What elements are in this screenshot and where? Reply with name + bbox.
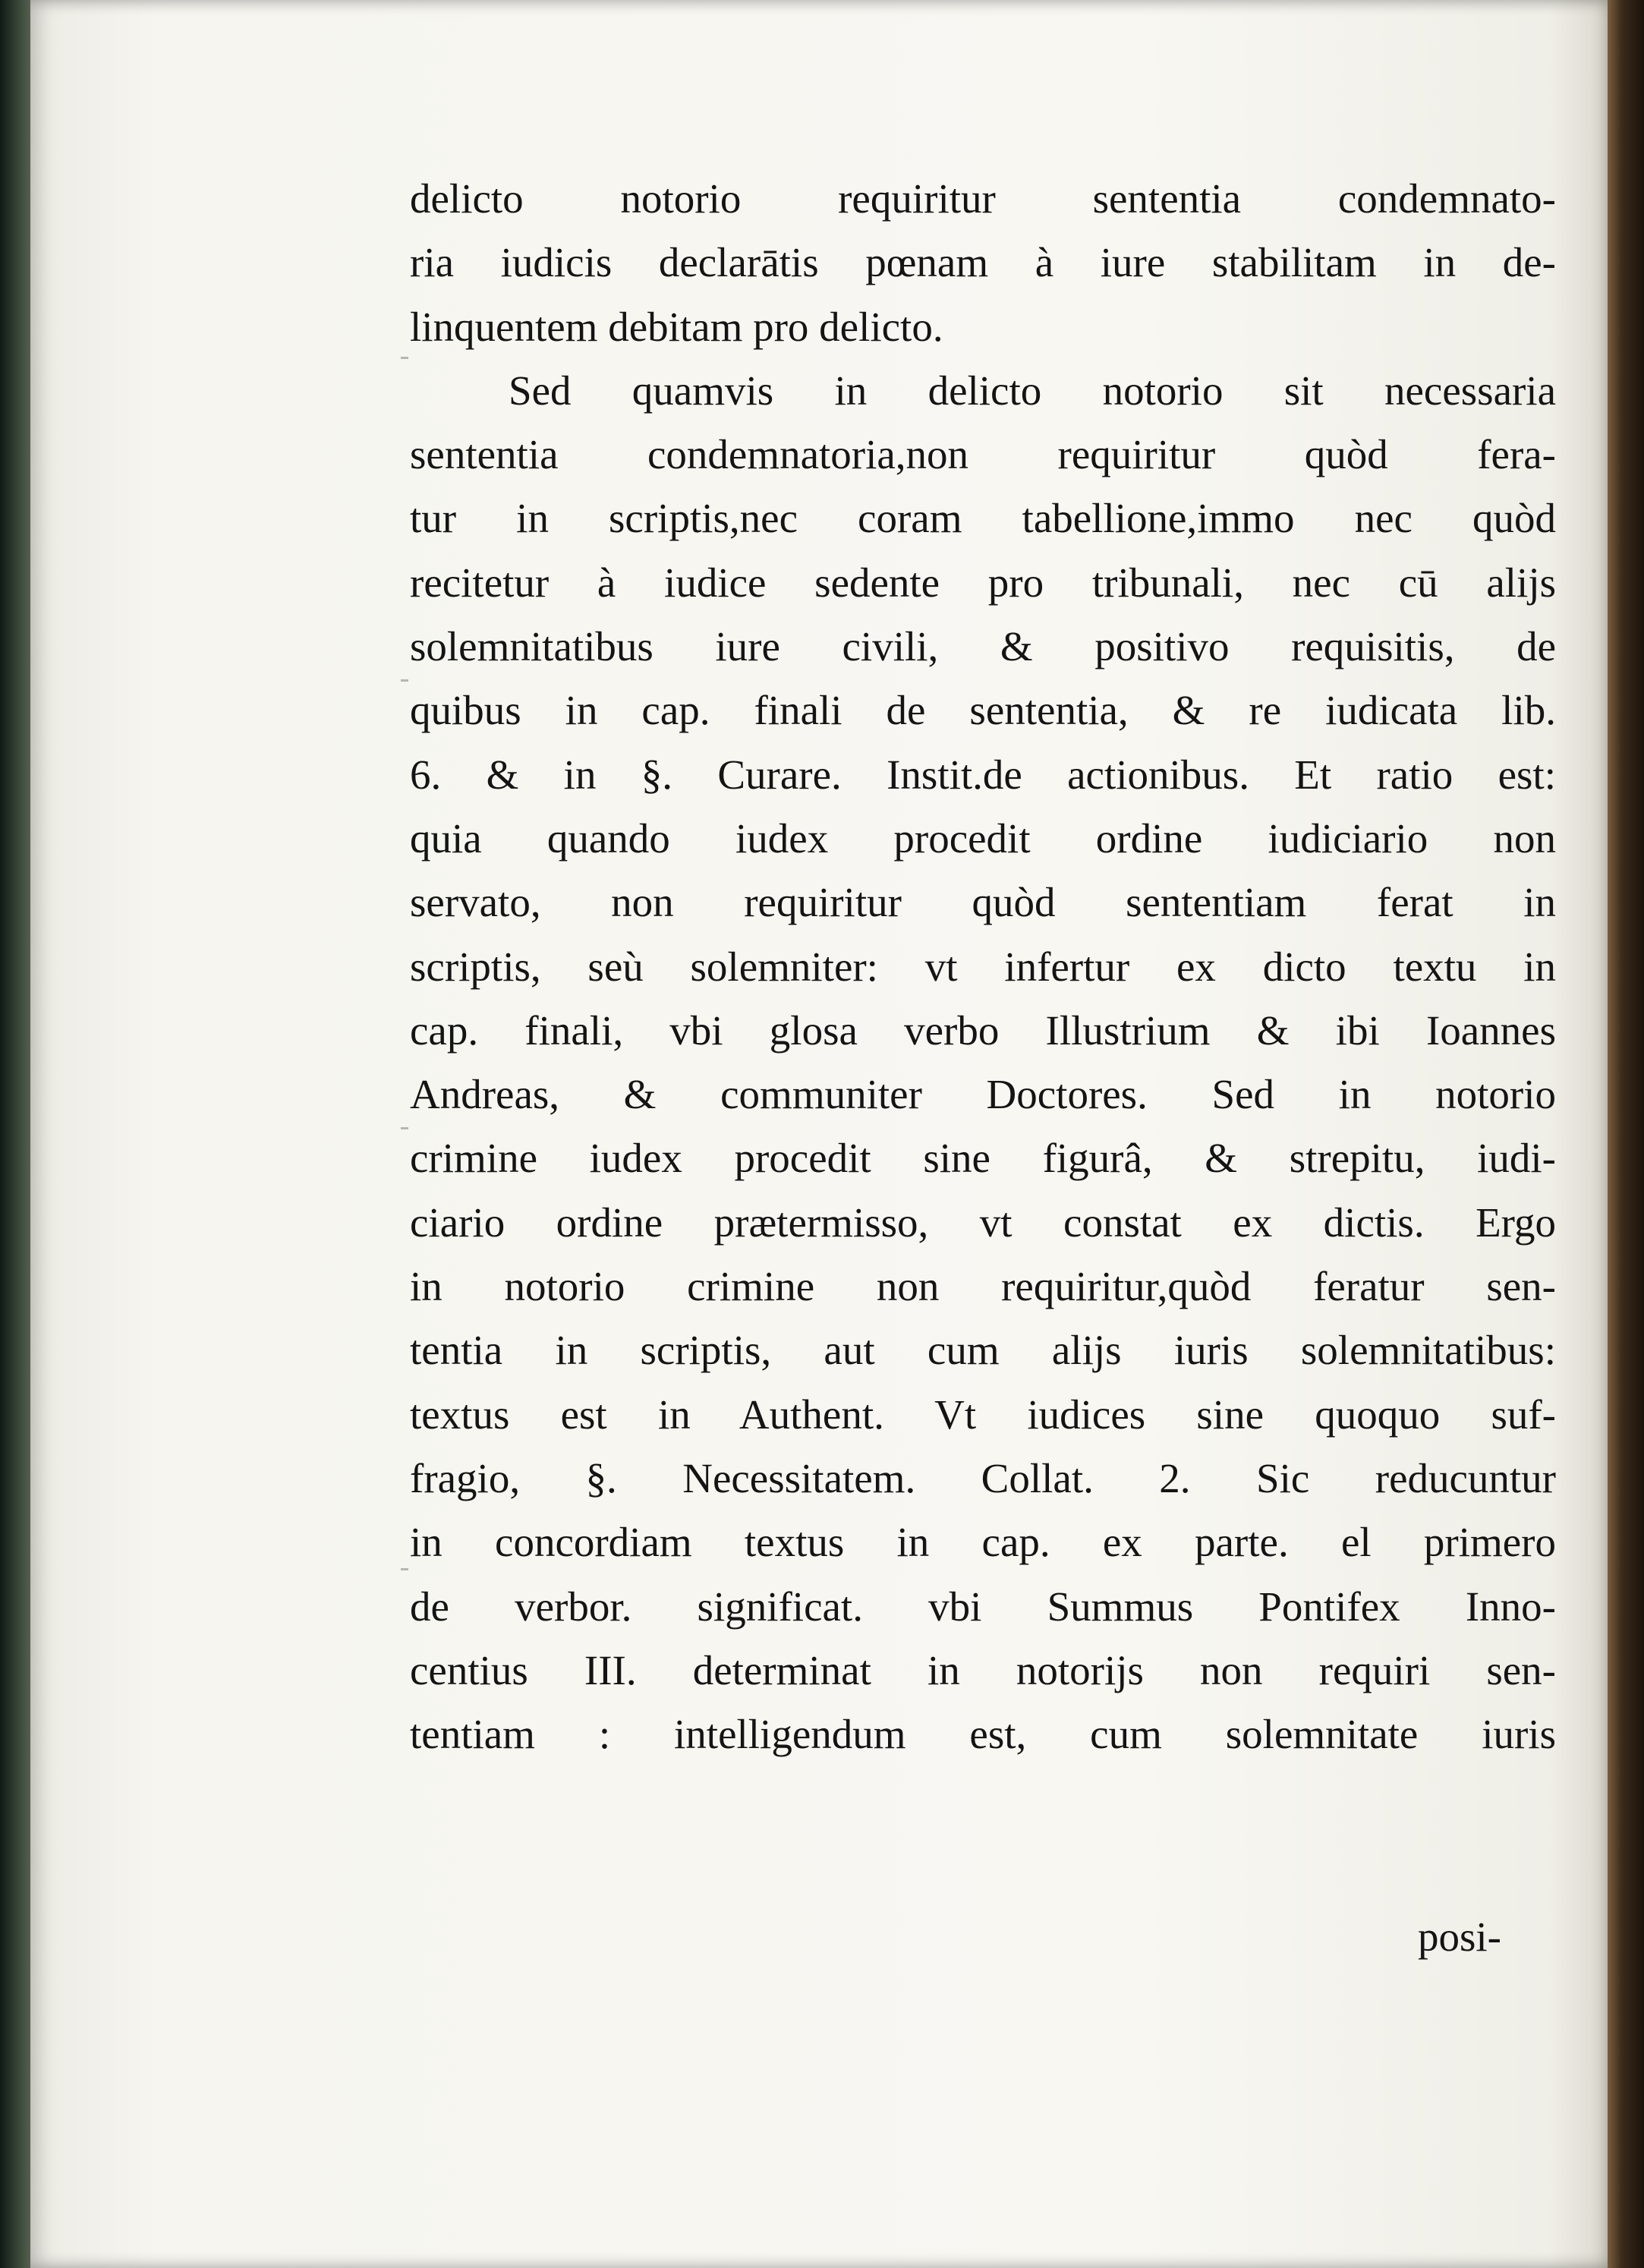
- text-line: Andreas, & communiter Doctores. Sed in notorio: [410, 1071, 1556, 1118]
- margin-mark: [401, 357, 408, 359]
- text-line: servato, non requiritur quòd sententiam ferat in: [410, 879, 1556, 926]
- text-line: 6. & in §. Curare. Instit.de actionibus. Et ratio est:: [410, 751, 1556, 798]
- margin-mark: [401, 679, 408, 682]
- text-line: centius III. determinat in notorijs non requiri sen-: [410, 1646, 1556, 1693]
- text-line: tentiam : intelligendum est, cum solemnitate iuris: [410, 1711, 1556, 1758]
- text-line: in notorio crimine non requiritur,quòd feratur sen-: [410, 1263, 1556, 1310]
- binding-right-edge: [1608, 0, 1644, 2268]
- text-line: sententia condemnatoria,non requiritur quòd fera-: [410, 431, 1556, 478]
- text-line: solemnitatibus iure civili, & positivo requisitis, de: [410, 623, 1556, 670]
- text-line: tur in scriptis,nec coram tabellione,immo nec quòd: [410, 495, 1556, 542]
- text-line: Sed quamvis in delicto notorio sit necessaria: [509, 367, 1556, 414]
- text-line: quibus in cap. finali de sententia, & re iudicata lib.: [410, 687, 1556, 734]
- text-line: ria iudicis declarātis pœnam à iure stabilitam in de-: [410, 239, 1556, 286]
- body-text: [410, 167, 1556, 1766]
- text-line: crimine iudex procedit sine figurâ, & strepitu, iudi-: [410, 1135, 1556, 1182]
- binding-left-edge: [0, 0, 30, 2268]
- text-line: linquentem debitam pro delicto.: [410, 303, 943, 350]
- text-line: ciario ordine prætermisso, vt constat ex dictis. Ergo: [410, 1199, 1556, 1246]
- text-line: fragio, §. Necessitatem. Collat. 2. Sic reducuntur: [410, 1454, 1556, 1501]
- margin-mark: [401, 1127, 408, 1129]
- text-line: delicto notorio requiritur sententia condemnato-: [410, 175, 1556, 222]
- margin-mark: [401, 1568, 408, 1570]
- catchword: posi-: [1418, 1914, 1501, 1960]
- text-line: cap. finali, vbi glosa verbo Illustrium & ibi Ioannes: [410, 1006, 1556, 1054]
- text-line: quia quando iudex procedit ordine iudiciario non: [410, 814, 1556, 862]
- text-line: de verbor. significat. vbi Summus Pontifex Inno-: [410, 1583, 1556, 1630]
- text-line: in concordiam textus in cap. ex parte. el primero: [410, 1519, 1556, 1566]
- text-line: scriptis, seù solemniter: vt infertur ex dicto textu in: [410, 943, 1556, 990]
- text-line: recitetur à iudice sedente pro tribunali, nec cū alijs: [410, 559, 1556, 606]
- text-line: textus est in Authent. Vt iudices sine quoquo suf-: [410, 1391, 1556, 1438]
- text-line: tentia in scriptis, aut cum alijs iuris solemnitatibus:: [410, 1327, 1556, 1374]
